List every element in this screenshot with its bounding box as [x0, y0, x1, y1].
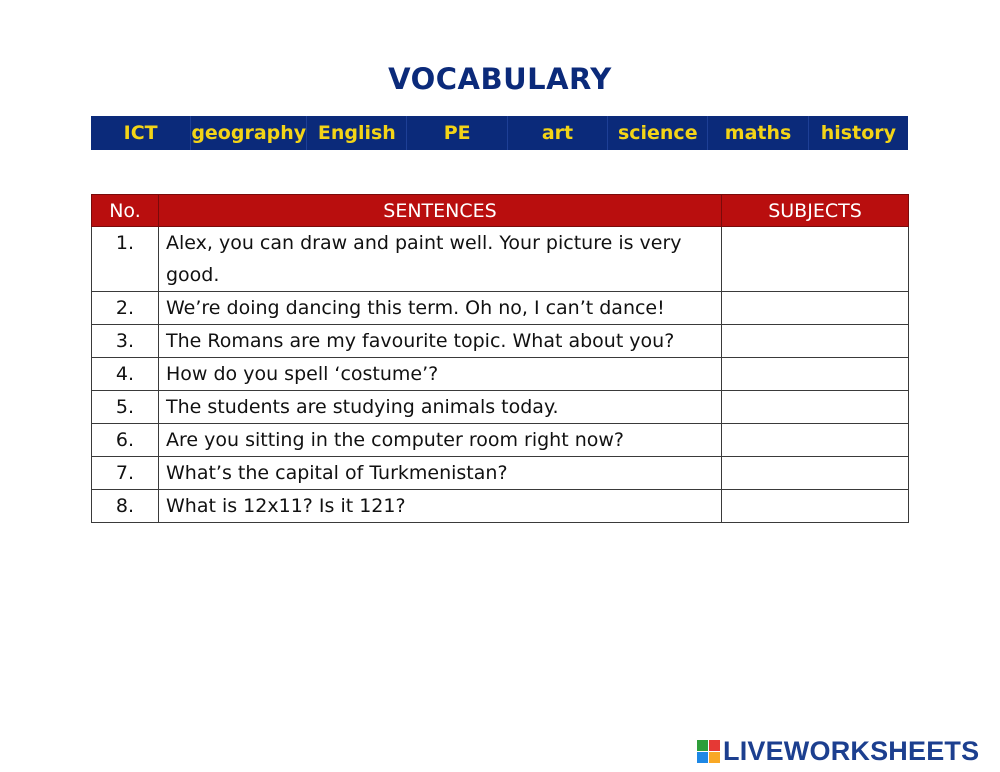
- table-row: [92, 457, 909, 490]
- row-sentence: What is 12x11? Is it 121?: [159, 490, 722, 523]
- vocab-word-geography: geography: [191, 116, 307, 150]
- subject-answer-field[interactable]: [722, 457, 909, 490]
- logo-block: [697, 752, 708, 763]
- header-subjects: SUBJECTS: [722, 195, 909, 227]
- logo-block: [697, 740, 708, 751]
- table-row: [92, 424, 909, 457]
- vocab-word-maths: maths: [708, 116, 808, 150]
- vocab-word-art: art: [508, 116, 608, 150]
- table-row: [92, 490, 909, 523]
- row-number: 2.: [92, 292, 159, 325]
- header-no: No.: [92, 195, 159, 227]
- row-number: 1.: [92, 227, 159, 292]
- sentences-table: [91, 194, 909, 523]
- vocab-word-ict: ICT: [91, 116, 191, 150]
- row-number: 7.: [92, 457, 159, 490]
- row-number: 8.: [92, 490, 159, 523]
- vocab-word-english: English: [307, 116, 407, 150]
- table-row: [92, 292, 909, 325]
- row-sentence: Are you sitting in the computer room right now?: [159, 424, 722, 457]
- liveworksheets-logo: [697, 734, 979, 768]
- subject-answer-field[interactable]: [722, 292, 909, 325]
- table-row: [92, 391, 909, 424]
- subject-answer-field[interactable]: [722, 424, 909, 457]
- subject-answer-field[interactable]: [722, 358, 909, 391]
- subject-answer-field[interactable]: [722, 227, 909, 292]
- table-row: [92, 227, 909, 292]
- vocab-word-history: history: [820, 122, 897, 144]
- table-row: [92, 358, 909, 391]
- row-sentence: Alex, you can draw and paint well. Your picture is very good.: [159, 227, 722, 292]
- row-number: 6.: [92, 424, 159, 457]
- logo-blocks-icon: [697, 740, 720, 763]
- page-title: VOCABULARY: [388, 62, 612, 96]
- row-sentence: The students are studying animals today.: [159, 391, 722, 424]
- vocab-word-pe: PE: [407, 116, 507, 150]
- logo-block: [709, 752, 720, 763]
- logo-block: [709, 740, 720, 751]
- row-sentence: We’re doing dancing this term. Oh no, I can’t dance!: [159, 292, 722, 325]
- row-number: 4.: [92, 358, 159, 391]
- subject-answer-field[interactable]: [722, 490, 909, 523]
- row-sentence: What’s the capital of Turkmenistan?: [159, 457, 722, 490]
- row-sentence: The Romans are my favourite topic. What about you?: [159, 325, 722, 358]
- vocabulary-bar: [91, 116, 908, 150]
- brand-name: LIVEWORKSHEETS: [723, 735, 980, 766]
- table-row: [92, 325, 909, 358]
- row-sentence: How do you spell ‘costume’?: [159, 358, 722, 391]
- subject-answer-field[interactable]: [722, 391, 909, 424]
- row-number: 5.: [92, 391, 159, 424]
- vocab-word-science: science: [608, 116, 708, 150]
- header-sentences: SENTENCES: [159, 195, 722, 227]
- subject-answer-field[interactable]: [722, 325, 909, 358]
- row-number: 3.: [92, 325, 159, 358]
- table-header-row: [92, 195, 909, 227]
